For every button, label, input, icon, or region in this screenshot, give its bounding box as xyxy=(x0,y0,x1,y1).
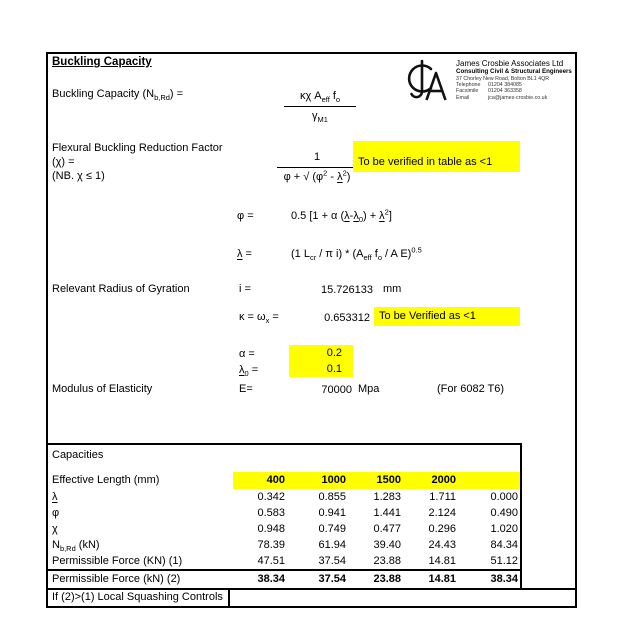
row-label: φ xyxy=(52,507,60,519)
telephone-value: 01204 384085 xyxy=(488,82,522,88)
cell: 24.43 xyxy=(428,539,456,551)
phi-formula: 0.5 [1 + α $(\lambda-\lambda_0) + \lambda^2$] xyxy=(291,207,392,225)
row-label: λ xyxy=(52,491,58,503)
facsimile-value: 01204 363358 xyxy=(488,88,522,95)
row-label: Effective Length (mm) xyxy=(52,474,160,486)
table-row xyxy=(48,569,520,588)
cell: 23.88 xyxy=(373,573,401,585)
row-label: $N_{b,Rd}$ (kN) xyxy=(52,539,100,553)
lambda0-symbol: $\lambda_0$ = xyxy=(239,364,259,379)
footer-row xyxy=(46,588,577,606)
jca-logo-icon xyxy=(398,58,450,104)
lambda-symbol: λ = xyxy=(237,248,252,260)
elasticity-value: 70000 xyxy=(321,384,352,396)
lambda-formula: (1 $L_{cr}$ / π $i) * (A_{eff}$ $f_o$ / A E)$^{0.5}$ xyxy=(291,245,422,263)
cell: 0.583 xyxy=(257,507,285,519)
cell: 1.283 xyxy=(373,491,401,503)
table-header-row xyxy=(48,472,520,489)
phi-symbol: φ = xyxy=(237,210,254,222)
cell: 38.34 xyxy=(257,573,285,585)
cell: 0.477 xyxy=(373,523,401,535)
radius-value: 15.726133 xyxy=(321,284,373,296)
elasticity-symbol: E= xyxy=(239,383,253,395)
kappa-note-highlight xyxy=(374,307,520,326)
cell xyxy=(458,472,520,489)
fraction-denominator: $\gamma_{M1}$ xyxy=(312,110,328,125)
cell: 1500 xyxy=(348,472,403,489)
cell: 23.88 xyxy=(373,555,401,567)
contact-email xyxy=(456,95,582,101)
footer-empty-cell xyxy=(230,590,577,606)
calc-sheet xyxy=(46,52,577,608)
cell: 1.711 xyxy=(429,491,456,503)
telephone-label: Telephone xyxy=(456,82,481,88)
company-address: 37 Chorley New Road, Bolton BL1 4QR xyxy=(456,75,550,82)
page-title: Buckling Capacity xyxy=(52,56,152,68)
company-tagline: Consulting Civil & Structural Engineers xyxy=(456,68,572,75)
cell: 2000 xyxy=(403,472,458,489)
cell: 47.51 xyxy=(257,555,285,567)
cell: 1000 xyxy=(287,472,348,489)
buckling-capacity-fraction xyxy=(284,87,356,126)
cell: 14.81 xyxy=(428,555,456,567)
alpha-value: 0.2 xyxy=(289,345,353,361)
row-label: Permissible Force (kN) (2) xyxy=(52,573,181,585)
chi-label-line3: (NB. χ ≤ 1) xyxy=(52,170,105,182)
cell: 84.34 xyxy=(490,539,518,551)
chi-note-text: To be verified in table as <1 xyxy=(358,156,493,168)
table-row xyxy=(48,521,520,537)
cell: 0.855 xyxy=(318,491,346,503)
alpha-symbol: α = xyxy=(239,348,255,360)
cell: 0.941 xyxy=(318,507,346,519)
letterhead xyxy=(456,59,582,101)
cell: 1.020 xyxy=(490,523,518,535)
cell: 400 xyxy=(233,472,287,489)
chi-label-line1: Flexural Buckling Reduction Factor xyxy=(52,142,223,154)
cell: 38.34 xyxy=(490,573,518,585)
cell: 2.124 xyxy=(428,507,456,519)
cell: 39.40 xyxy=(373,539,401,551)
table-row xyxy=(48,537,520,553)
email-value: jca@james-crosbie.co.uk xyxy=(488,94,548,101)
cell: 37.54 xyxy=(318,555,346,567)
cell: 0.749 xyxy=(318,523,346,535)
table-row xyxy=(48,505,520,521)
cell: 0.948 xyxy=(257,523,285,535)
buckling-capacity-label: Buckling Capacity $(N_{b,Rd})$ = xyxy=(52,88,184,103)
chi-note-highlight xyxy=(353,141,520,172)
cell: 78.39 xyxy=(257,539,285,551)
kappa-symbol: $\kappa = \omega_x$ = xyxy=(239,311,279,326)
lambda0-value: 0.1 xyxy=(289,361,353,377)
company-name: James Crosbie Associates Ltd xyxy=(456,59,564,68)
kappa-value: 0.653312 xyxy=(324,312,370,324)
cell: 61.94 xyxy=(318,539,346,551)
cell: 14.81 xyxy=(428,573,456,585)
fraction-numerator: 1 xyxy=(277,148,357,168)
cell: 0.490 xyxy=(490,507,518,519)
cell: 0.296 xyxy=(428,523,456,535)
cell: 0.000 xyxy=(490,491,518,503)
kappa-note-text: To be Verified as <1 xyxy=(379,310,476,322)
elasticity-label: Modulus of Elasticity xyxy=(52,383,153,395)
chi-label-line2: (χ) = xyxy=(52,156,75,168)
facsimile-label: Facsimile xyxy=(456,88,479,95)
email-label: Email xyxy=(456,94,470,101)
cell: 51.12 xyxy=(490,555,518,567)
cell: 1.441 xyxy=(373,507,401,519)
cell: 0.342 xyxy=(257,491,285,503)
row-label: χ xyxy=(52,523,58,535)
fraction-denominator: φ + √ $(\varphi^2 - \lambda^2)$ xyxy=(283,168,351,183)
fraction-numerator: κχ $A_{eff}$ $f_o$ xyxy=(284,87,356,107)
radius-label: Relevant Radius of Gyration xyxy=(52,283,190,295)
table-row xyxy=(48,553,520,569)
row-label: Permissible Force (KN) (1) xyxy=(52,555,183,567)
elasticity-unit: Mpa xyxy=(358,383,380,395)
radius-symbol: i = xyxy=(239,283,251,295)
capacities-title: Capacities xyxy=(52,449,104,461)
cell: 37.54 xyxy=(318,573,346,585)
elasticity-note: (For 6082 T6) xyxy=(437,383,505,395)
radius-unit: mm xyxy=(383,283,402,295)
footer-note: If (2)>(1) Local Squashing Controls xyxy=(46,590,230,606)
table-row xyxy=(48,489,520,505)
chi-fraction xyxy=(277,148,357,187)
capacities-table xyxy=(46,443,522,590)
